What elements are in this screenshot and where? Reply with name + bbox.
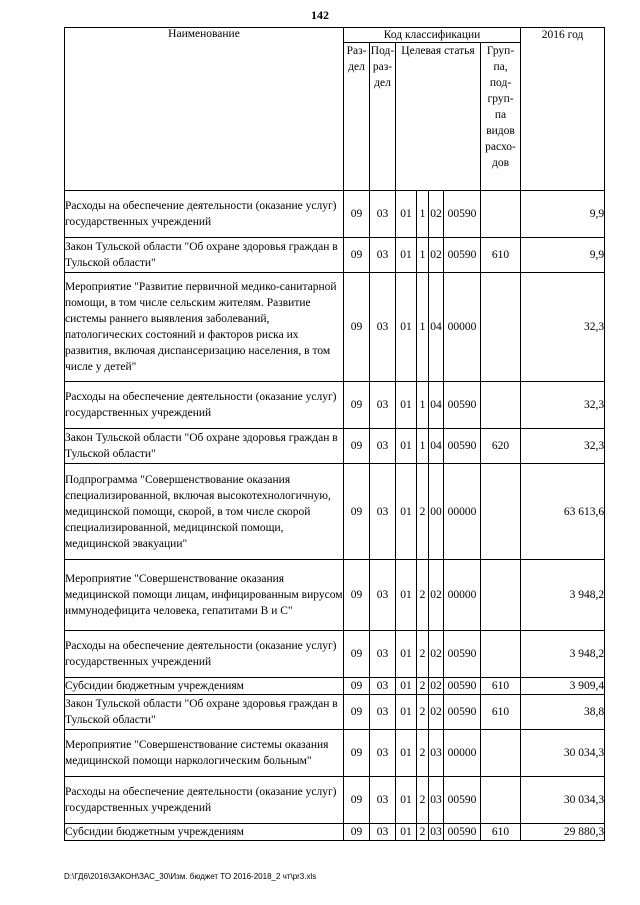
row-name: Мероприятие "Совершенствование системы оказания медицинской помощи наркологическим больным" xyxy=(65,730,344,777)
row-target-event: 02 xyxy=(429,238,444,273)
page-number: 142 xyxy=(311,8,329,22)
table-row xyxy=(65,560,605,631)
row-target-program: 01 xyxy=(396,191,417,238)
row-target-event: 04 xyxy=(429,273,444,382)
row-target-event: 04 xyxy=(429,382,444,429)
row-expense-group xyxy=(481,730,521,777)
row-target-event: 02 xyxy=(429,695,444,730)
row-section: 09 xyxy=(344,238,370,273)
row-target-direction: 00590 xyxy=(444,238,481,273)
row-target-direction: 00000 xyxy=(444,560,481,631)
row-target-direction: 00000 xyxy=(444,730,481,777)
row-name: Закон Тульской области "Об охране здоровья граждан в Тульской области" xyxy=(65,429,344,464)
row-subsection: 03 xyxy=(370,464,396,560)
row-target-event: 03 xyxy=(429,730,444,777)
row-amount: 30 034,3 xyxy=(521,777,605,824)
row-section: 09 xyxy=(344,824,370,841)
table-row xyxy=(65,631,605,678)
row-target-subprogram: 2 xyxy=(417,730,429,777)
row-target-subprogram: 1 xyxy=(417,382,429,429)
row-subsection: 03 xyxy=(370,238,396,273)
row-expense-group xyxy=(481,382,521,429)
row-amount: 9,9 xyxy=(521,238,605,273)
row-target-event: 03 xyxy=(429,777,444,824)
row-expense-group: 610 xyxy=(481,238,521,273)
row-amount: 32,3 xyxy=(521,429,605,464)
row-target-event: 00 xyxy=(429,464,444,560)
row-expense-group: 610 xyxy=(481,678,521,695)
row-expense-group xyxy=(481,777,521,824)
row-target-program: 01 xyxy=(396,238,417,273)
row-target-event: 02 xyxy=(429,631,444,678)
row-amount: 29 880,3 xyxy=(521,824,605,841)
table-row xyxy=(65,191,605,238)
row-name: Расходы на обеспечение деятельности (оказание услуг) государственных учреждений xyxy=(65,191,344,238)
table-row xyxy=(65,678,605,695)
row-amount: 32,3 xyxy=(521,382,605,429)
row-target-subprogram: 2 xyxy=(417,464,429,560)
table-row xyxy=(65,777,605,824)
row-name: Закон Тульской области "Об охране здоровья граждан в Тульской области" xyxy=(65,238,344,273)
row-subsection: 03 xyxy=(370,273,396,382)
header-target: Целевая статья xyxy=(396,43,481,191)
row-subsection: 03 xyxy=(370,824,396,841)
table-row xyxy=(65,695,605,730)
row-name: Мероприятие "Совершенствование оказания медицинской помощи лицам, инфицированным вирусом иммунодефицита человека, гепатитами В и С" xyxy=(65,560,344,631)
row-target-program: 01 xyxy=(396,560,417,631)
row-expense-group: 610 xyxy=(481,695,521,730)
row-target-subprogram: 2 xyxy=(417,631,429,678)
row-subsection: 03 xyxy=(370,191,396,238)
row-subsection: 03 xyxy=(370,631,396,678)
header-section: Раз- дел xyxy=(344,43,370,191)
row-section: 09 xyxy=(344,273,370,382)
row-target-event: 02 xyxy=(429,678,444,695)
row-subsection: 03 xyxy=(370,695,396,730)
row-amount: 3 948,2 xyxy=(521,560,605,631)
row-subsection: 03 xyxy=(370,777,396,824)
header-year: 2016 год xyxy=(521,28,605,191)
row-section: 09 xyxy=(344,678,370,695)
row-target-program: 01 xyxy=(396,730,417,777)
row-section: 09 xyxy=(344,695,370,730)
row-target-subprogram: 2 xyxy=(417,695,429,730)
table-row xyxy=(65,824,605,841)
table-row xyxy=(65,464,605,560)
row-subsection: 03 xyxy=(370,560,396,631)
row-subsection: 03 xyxy=(370,730,396,777)
table-row xyxy=(65,273,605,382)
row-target-program: 01 xyxy=(396,678,417,695)
row-target-subprogram: 2 xyxy=(417,678,429,695)
row-target-direction: 00590 xyxy=(444,678,481,695)
table-row xyxy=(65,429,605,464)
row-target-event: 03 xyxy=(429,824,444,841)
row-target-subprogram: 2 xyxy=(417,777,429,824)
row-amount: 38,8 xyxy=(521,695,605,730)
budget-table xyxy=(64,27,605,841)
row-target-direction: 00590 xyxy=(444,191,481,238)
row-target-program: 01 xyxy=(396,824,417,841)
file-path-footer: D:\ГД6\2016\ЗАКОН\ЗАС_30\Изм. бюджет ТО 2016-2018_2 чт\pr3.xls xyxy=(64,872,317,881)
row-expense-group xyxy=(481,273,521,382)
row-amount: 9,9 xyxy=(521,191,605,238)
row-section: 09 xyxy=(344,560,370,631)
row-expense-group: 610 xyxy=(481,824,521,841)
row-name: Мероприятие "Развитие первичной медико-санитарной помощи, в том числе сельским жителям. Развитие системы раннего выявления заболеваний, патологических состояний и факторов риска их развития, включая диспансеризацию населения, в том числе у детей" xyxy=(65,273,344,382)
row-target-subprogram: 1 xyxy=(417,191,429,238)
row-expense-group: 620 xyxy=(481,429,521,464)
row-section: 09 xyxy=(344,429,370,464)
row-name: Закон Тульской области "Об охране здоровья граждан в Тульской области" xyxy=(65,695,344,730)
table-row xyxy=(65,730,605,777)
table-row xyxy=(65,382,605,429)
row-amount: 32,3 xyxy=(521,273,605,382)
row-target-program: 01 xyxy=(396,631,417,678)
row-target-program: 01 xyxy=(396,382,417,429)
row-section: 09 xyxy=(344,191,370,238)
row-target-direction: 00590 xyxy=(444,824,481,841)
row-name: Подпрограмма "Совершенствование оказания специализированной, включая высокотехнологичную, медицинской помощи, скорой, в том числе скорой специализированной, медицинской помощи, медицинской эвакуации" xyxy=(65,464,344,560)
row-expense-group xyxy=(481,191,521,238)
row-target-program: 01 xyxy=(396,429,417,464)
row-amount: 30 034,3 xyxy=(521,730,605,777)
row-target-event: 02 xyxy=(429,191,444,238)
row-name: Субсидии бюджетным учреждениям xyxy=(65,678,344,695)
table-row xyxy=(65,238,605,273)
row-target-program: 01 xyxy=(396,695,417,730)
row-name: Расходы на обеспечение деятельности (оказание услуг) государственных учреждений xyxy=(65,382,344,429)
row-target-event: 02 xyxy=(429,560,444,631)
row-amount: 3 909,4 xyxy=(521,678,605,695)
row-section: 09 xyxy=(344,631,370,678)
header-subsection: Под- раз- дел xyxy=(370,43,396,191)
row-name: Расходы на обеспечение деятельности (оказание услуг) государственных учреждений xyxy=(65,631,344,678)
header-group: Груп- па, под- груп- па видов расхо- дов xyxy=(481,43,521,191)
row-target-subprogram: 1 xyxy=(417,273,429,382)
row-subsection: 03 xyxy=(370,429,396,464)
header-name: Наименование xyxy=(65,28,344,191)
row-target-direction: 00000 xyxy=(444,273,481,382)
row-expense-group xyxy=(481,560,521,631)
row-target-direction: 00590 xyxy=(444,631,481,678)
row-target-subprogram: 2 xyxy=(417,560,429,631)
row-name: Расходы на обеспечение деятельности (оказание услуг) государственных учреждений xyxy=(65,777,344,824)
row-section: 09 xyxy=(344,777,370,824)
row-name: Субсидии бюджетным учреждениям xyxy=(65,824,344,841)
row-target-direction: 00590 xyxy=(444,382,481,429)
row-section: 09 xyxy=(344,730,370,777)
row-target-direction: 00590 xyxy=(444,695,481,730)
row-target-event: 04 xyxy=(429,429,444,464)
row-expense-group xyxy=(481,464,521,560)
row-expense-group xyxy=(481,631,521,678)
row-target-subprogram: 2 xyxy=(417,824,429,841)
row-target-subprogram: 1 xyxy=(417,238,429,273)
row-amount: 3 948,2 xyxy=(521,631,605,678)
row-target-direction: 00590 xyxy=(444,777,481,824)
row-target-program: 01 xyxy=(396,777,417,824)
row-target-direction: 00590 xyxy=(444,429,481,464)
row-target-subprogram: 1 xyxy=(417,429,429,464)
row-section: 09 xyxy=(344,464,370,560)
row-target-program: 01 xyxy=(396,273,417,382)
row-section: 09 xyxy=(344,382,370,429)
header-classification: Код классификации xyxy=(344,28,521,43)
row-subsection: 03 xyxy=(370,382,396,429)
row-target-direction: 00000 xyxy=(444,464,481,560)
row-amount: 63 613,6 xyxy=(521,464,605,560)
row-subsection: 03 xyxy=(370,678,396,695)
row-target-program: 01 xyxy=(396,464,417,560)
